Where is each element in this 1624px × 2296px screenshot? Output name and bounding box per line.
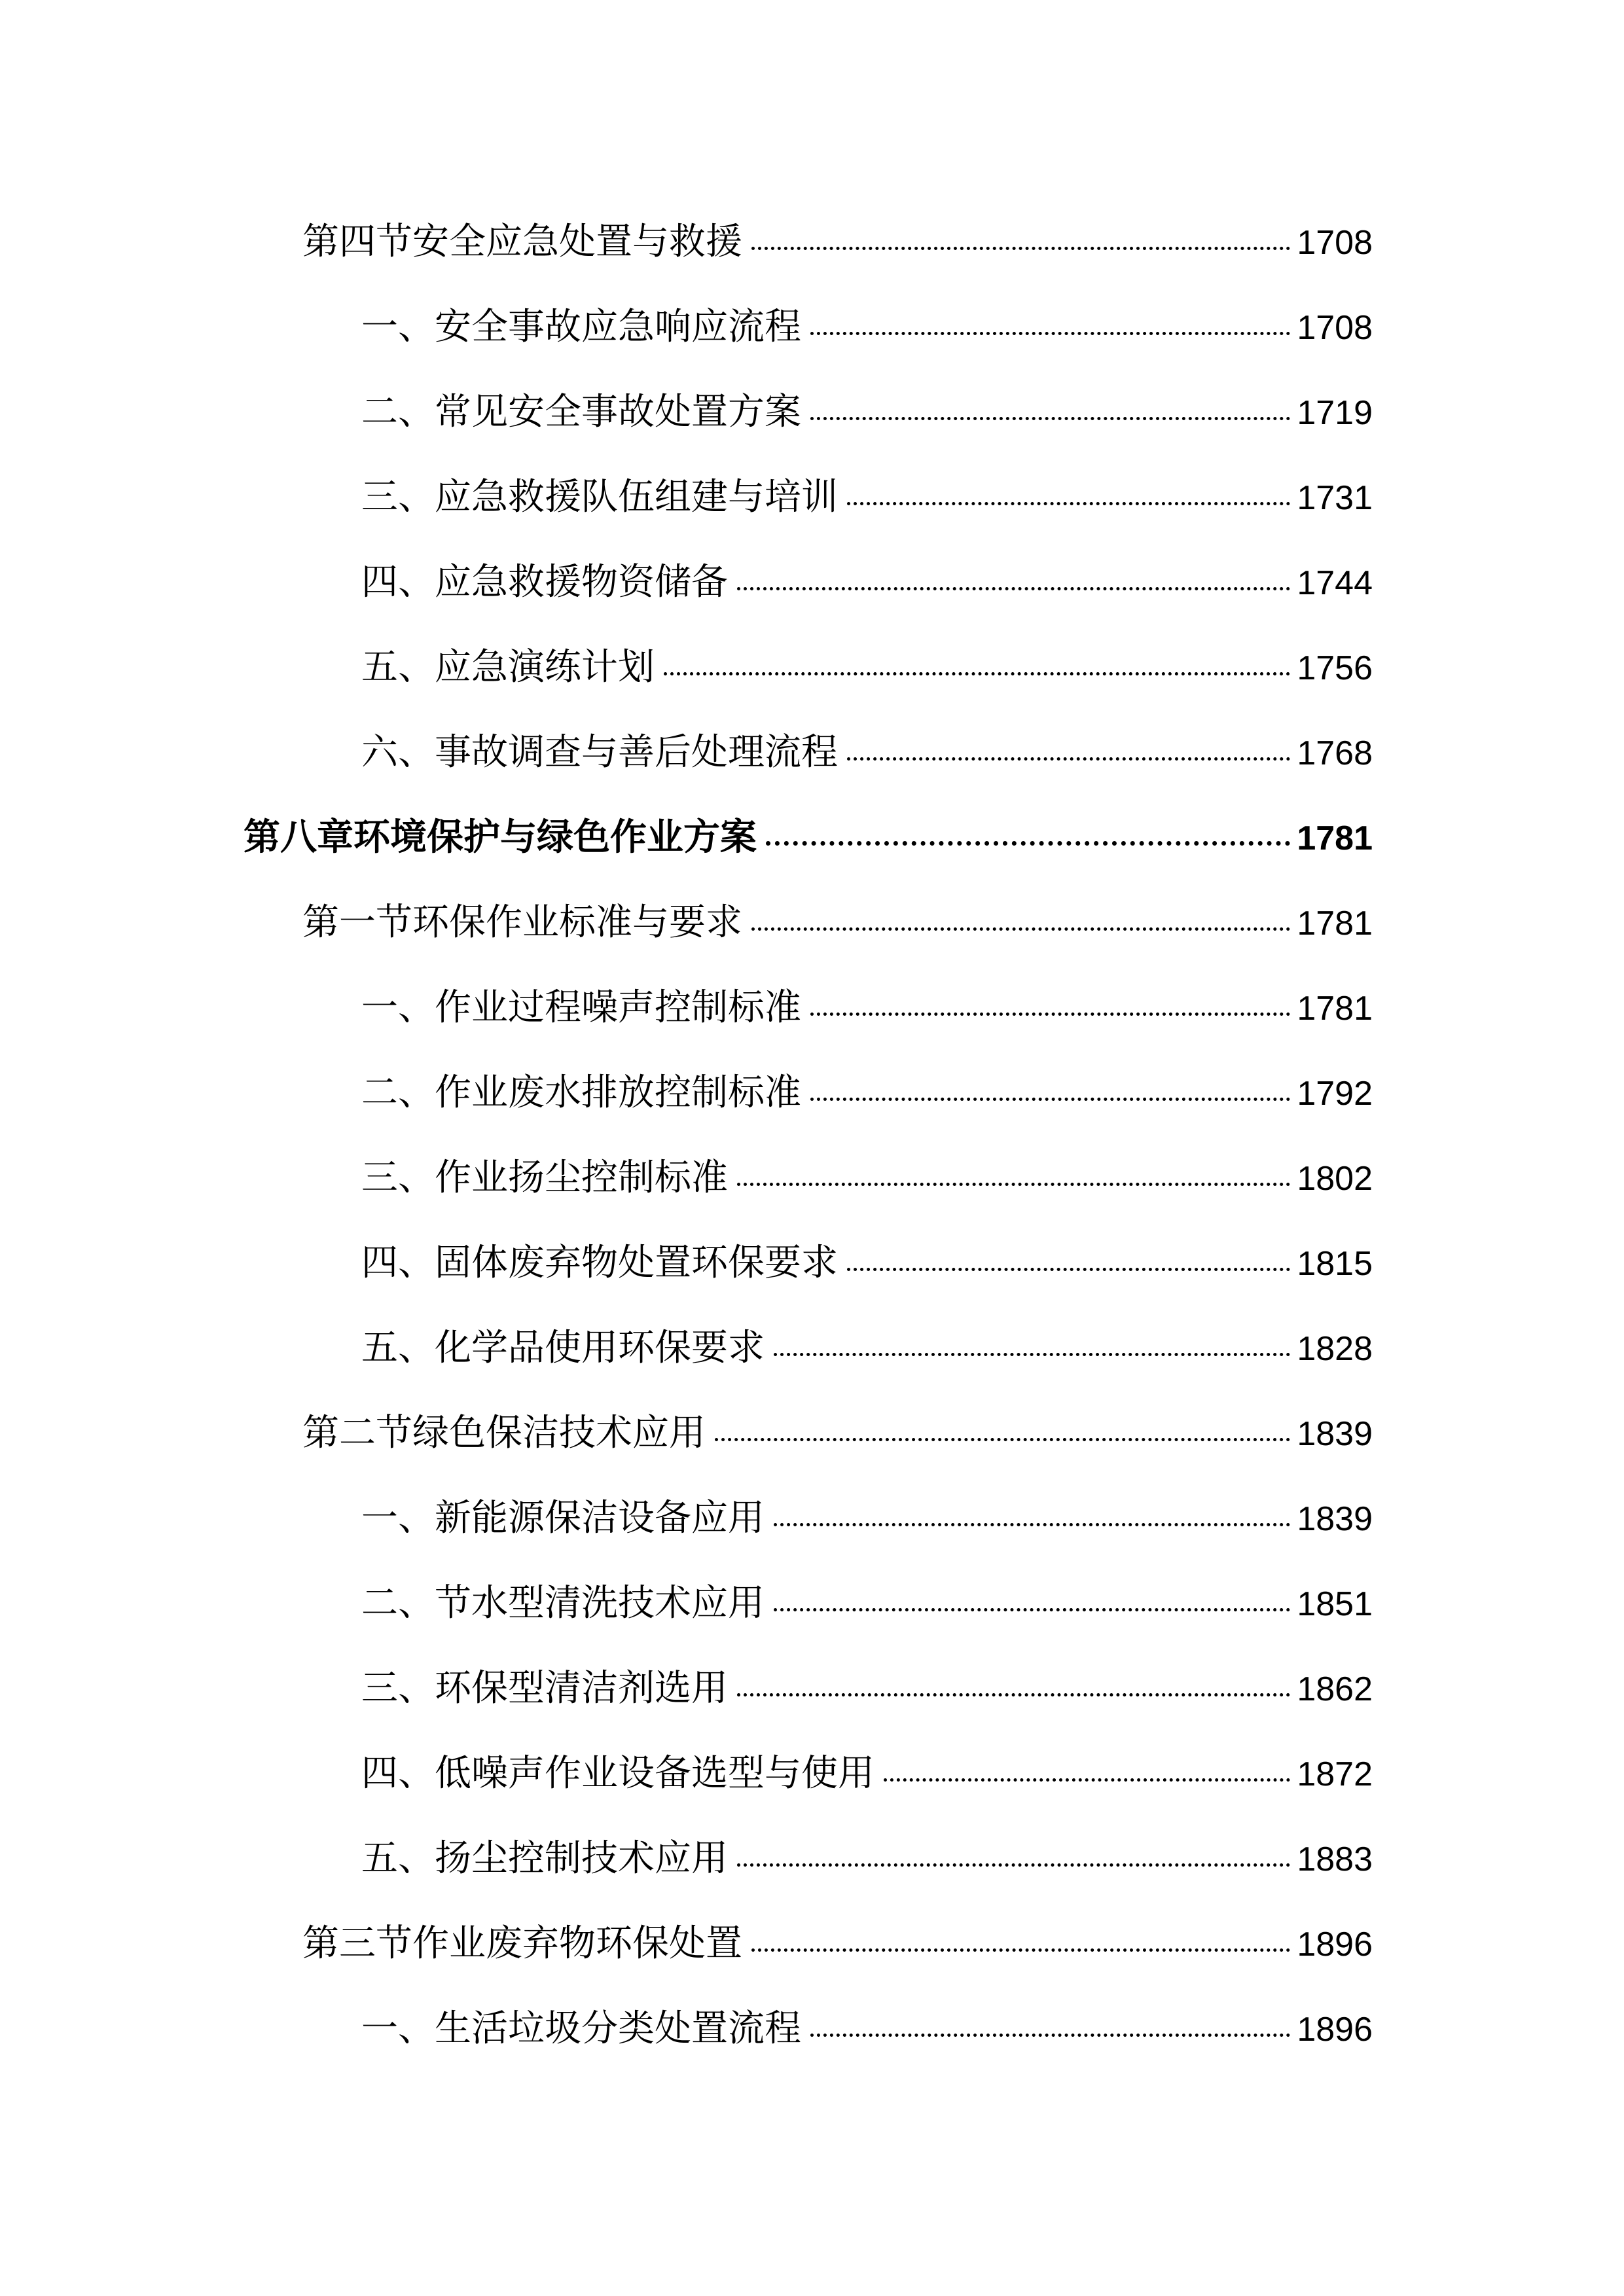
toc-entry-title: 第二节绿色保洁技术应用 [302,1412,706,1454]
toc-entry-title: 二、节水型清洗技术应用 [361,1582,765,1624]
toc-entry-title: 二、常见安全事故处置方案 [361,391,801,433]
toc-entry-title: 三、作业扬尘控制标准 [361,1157,728,1199]
toc-dot-leader [737,1693,1290,1696]
toc-entry[interactable] [361,2003,1373,2055]
toc-entry[interactable] [302,1407,1373,1460]
toc-entry[interactable] [361,471,1373,524]
toc-entry-page: 1731 [1297,479,1373,517]
toc-entry-page: 1839 [1297,1415,1373,1453]
toc-dot-leader [774,1523,1290,1526]
toc-dot-leader [847,757,1290,761]
toc-entry-page: 1883 [1297,1840,1373,1878]
toc-dot-leader [847,502,1290,505]
toc-entry[interactable] [361,301,1373,353]
toc-dot-leader [810,332,1290,335]
toc-entry-page: 1792 [1297,1075,1373,1113]
toc-entry-page: 1781 [1297,990,1373,1028]
toc-entry[interactable] [361,1152,1373,1204]
toc-entry[interactable] [361,1748,1373,1800]
toc-entry[interactable] [302,216,1373,268]
toc-entry[interactable] [302,1918,1373,1970]
toc-entry[interactable] [361,1577,1373,1630]
toc-entry-title: 四、固体废弃物处置环保要求 [361,1242,838,1284]
toc-entry-title: 第三节作业废弃物环保处置 [302,1922,742,1965]
toc-entry-title: 五、化学品使用环保要求 [361,1327,765,1369]
toc-dot-leader [737,587,1290,590]
toc-entry-page: 1756 [1297,649,1373,687]
toc-entry-title: 一、新能源保洁设备应用 [361,1497,765,1539]
toc-dot-leader [737,1183,1290,1186]
toc-entry-title: 六、事故调查与善后处理流程 [361,731,838,774]
toc-dot-leader [847,1268,1290,1271]
toc-entry-title: 二、作业废水排放控制标准 [361,1071,801,1114]
toc-dot-leader [751,1948,1290,1952]
toc-entry[interactable] [361,1492,1373,1545]
toc-entry-page: 1744 [1297,564,1373,602]
toc-entry-page: 1768 [1297,734,1373,772]
toc-entry-title: 三、应急救援队伍组建与培训 [361,476,838,518]
toc-entry-page: 1781 [1297,905,1373,942]
toc-entry-page: 1719 [1297,394,1373,432]
toc-entry-title: 一、生活垃圾分类处置流程 [361,2007,801,2050]
toc-entry[interactable] [361,386,1373,439]
toc-entry-page: 1839 [1297,1500,1373,1538]
toc-entry[interactable] [302,897,1373,949]
toc-entry-title: 三、环保型清洁剂选用 [361,1667,728,1710]
toc-entry-page: 1708 [1297,309,1373,347]
toc-entry-title: 一、作业过程噪声控制标准 [361,986,801,1029]
toc-dot-leader [664,672,1290,675]
toc-entry-title: 第一节环保作业标准与要求 [302,901,742,944]
toc-entry-page: 1802 [1297,1160,1373,1198]
toc-entry[interactable] [361,1833,1373,1885]
toc-entry-title: 第四节安全应急处置与救援 [302,221,742,263]
toc-entry-page: 1851 [1297,1585,1373,1623]
toc-dot-leader [751,247,1290,250]
toc-entry-title: 第八章环境保护与绿色作业方案 [244,816,757,859]
toc-dot-leader [810,2034,1290,2037]
toc-chapter-entry[interactable] [244,812,1373,864]
toc-dot-leader [810,417,1290,420]
toc-entry-title: 四、低噪声作业设备选型与使用 [361,1752,875,1795]
toc-dot-leader [884,1778,1290,1782]
toc-entry-page: 1828 [1297,1330,1373,1368]
toc-dot-leader [715,1438,1290,1441]
toc-dot-leader [766,841,1290,846]
toc-dot-leader [751,927,1290,931]
toc-entry-page: 1781 [1297,819,1373,857]
toc-dot-leader [737,1863,1290,1867]
toc-dot-leader [810,1013,1290,1016]
toc-entry-page: 1708 [1297,224,1373,262]
toc-entry[interactable] [361,556,1373,609]
toc-entry-title: 四、应急救援物资储备 [361,561,728,603]
toc-entry-page: 1815 [1297,1245,1373,1283]
toc-dot-leader [810,1098,1290,1101]
toc-entry[interactable] [361,1237,1373,1289]
toc-entry-title: 五、应急演练计划 [361,646,655,689]
toc-entry-title: 五、扬尘控制技术应用 [361,1837,728,1880]
toc-entry[interactable] [361,726,1373,779]
toc-entry[interactable] [361,982,1373,1034]
toc-entry[interactable] [361,1322,1373,1374]
toc-entry-page: 1862 [1297,1670,1373,1708]
toc-entry[interactable] [361,1067,1373,1119]
toc-dot-leader [774,1608,1290,1611]
toc-entry[interactable] [361,1662,1373,1715]
toc-entry[interactable] [361,641,1373,694]
toc-dot-leader [774,1353,1290,1356]
toc-entry-page: 1896 [1297,1926,1373,1964]
toc-entry-page: 1872 [1297,1755,1373,1793]
toc-entry-page: 1896 [1297,2011,1373,2049]
toc-entry-title: 一、安全事故应急响应流程 [361,306,801,348]
